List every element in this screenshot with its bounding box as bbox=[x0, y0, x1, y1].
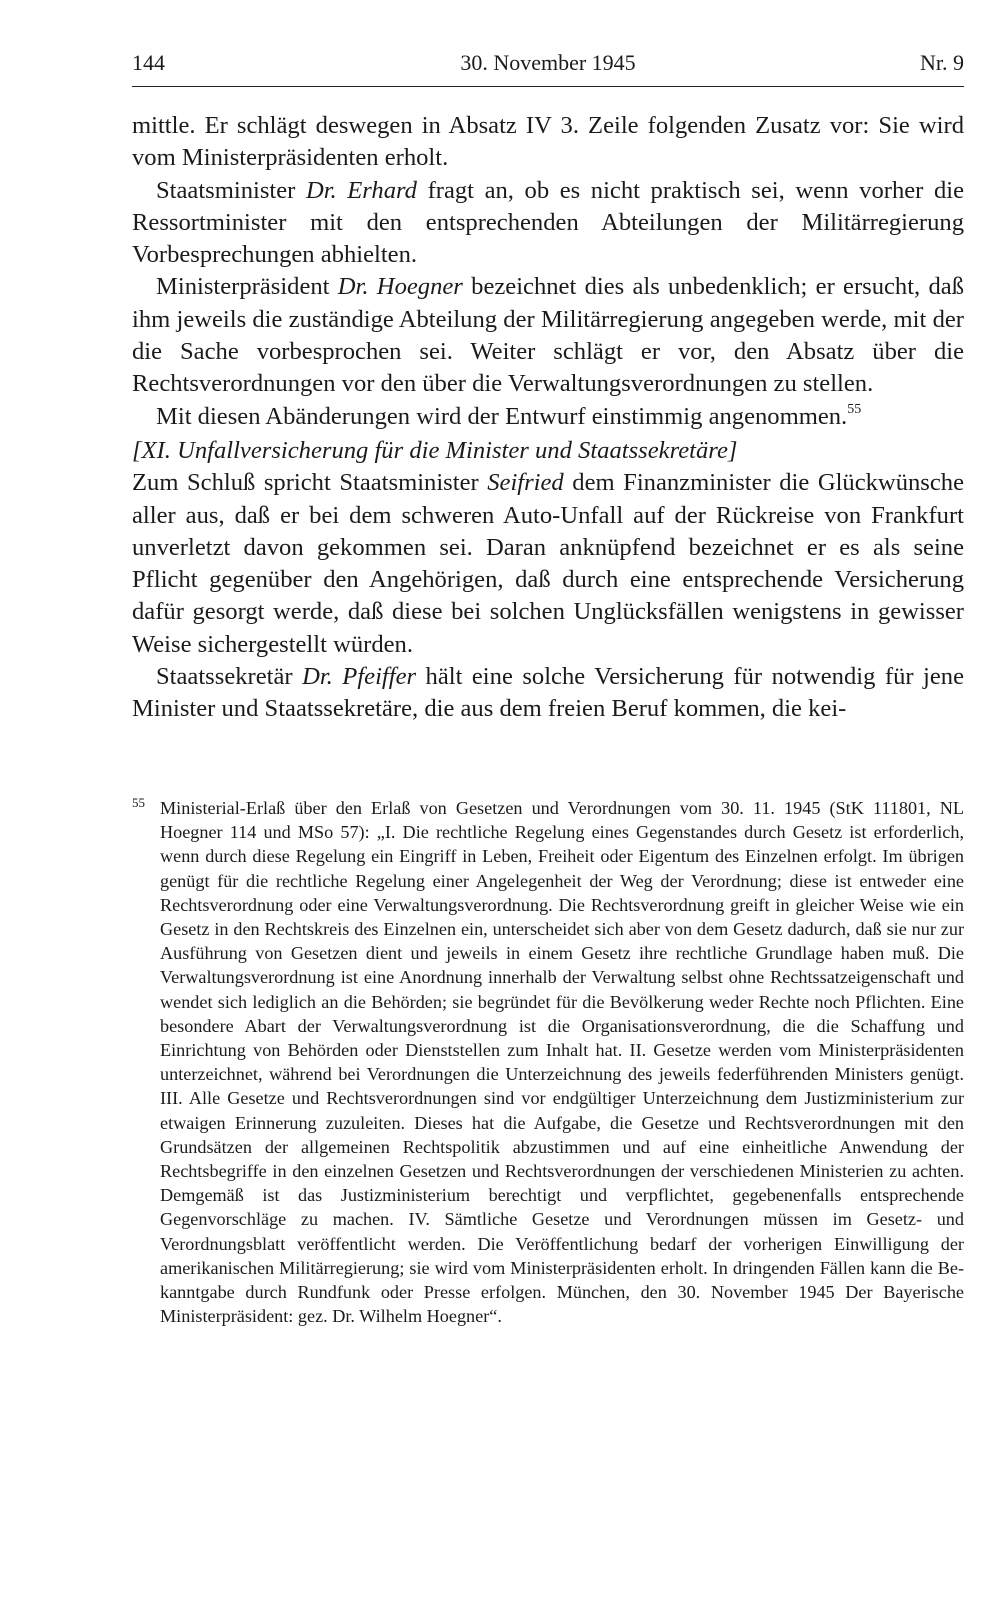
paragraph-4-text: Mit diesen Abänderungen wird der Entwurf einstimmig angenommen. bbox=[156, 402, 848, 430]
paragraph-3-text: bezeichnet dies als unbedenklich; er ersucht, daß ihm jeweils die zuständige Abteilung der Militärregierung angegeben werde, mit der die Sache vorbesprochen sei. Weiter schlägt er vor, den Absatz über die Rechtsverordnungen vor den über die Verwaltungsverordnungen zu stellen. bbox=[132, 273, 964, 398]
running-header bbox=[132, 46, 964, 87]
footnote-reference[interactable]: 55 bbox=[847, 401, 862, 417]
header-date: 30. November 1945 bbox=[460, 50, 636, 75]
speaker-erhard: Dr. Erhard bbox=[305, 176, 417, 204]
footnote-number: 55 bbox=[132, 795, 145, 810]
paragraph-6 bbox=[132, 661, 964, 726]
paragraph-6-text: hält eine solche Versicherung für notwendig für jene Minister und Staatssekretäre, die aus dem freien Beruf kommen, die kei- bbox=[132, 663, 964, 723]
paragraph-4 bbox=[132, 401, 964, 433]
paragraph-3-lead: Ministerpräsident bbox=[156, 273, 338, 301]
page-number: 144 bbox=[132, 50, 165, 75]
paragraph-2-lead: Staatsminister bbox=[156, 176, 306, 204]
paragraph-2 bbox=[132, 175, 964, 272]
paragraph-1: mittle. Er schlägt deswegen in Absatz IV 3. Zeile folgenden Zusatz vor: Sie wird vom Ministerpräsidenten erholt. bbox=[132, 112, 964, 172]
paragraph-5-lead: Zum Schluß spricht Staatsminister bbox=[132, 469, 488, 497]
paragraph-6-lead: Staatssekretär bbox=[156, 663, 303, 691]
footnote-text: Ministerial-Erlaß über den Erlaß von Gesetzen und Verordnungen vom 30. 11. 1945 (StK 111801, NL Hoegner 114 und MSo 57): „I. Die rechtliche Regelung eines Gegenstandes durch Gesetz ist erforderlich, wenn durch diese Regelung ein Eingriff in Leben, Freiheit oder Eigentum des Einzelnen erfolgt. Im übrigen genügt für die rechtliche Regelung einer Angelegenheit der Weg der Verordnung; diese ist entweder eine Rechtsverordnung oder eine Verwaltungsverordnung. Die Rechtsverordnung greift in gleicher Weise wie ein Gesetz in den Rechtskreis des Einzelnen ein, unterscheidet sich aber von dem Gesetz dadurch, daß sie nur zur Ausführung von Gesetzen dient und jeweils in einem Gesetz ihre rechtliche Grundlage haben muß. Die Verwaltungsverordnung ist eine Anordnung innerhalb der Verwaltung selbst ohne Rechtssatzeigenschaft und wendet sich lediglich an die Behörden; sie begründet für die Bevölkerung weder Rechte noch Pflichten. Eine besondere Abart der Verwaltungsverordnung ist die Organisationsverordnung, die die Schaffung und Einrichtung von Behörden oder Dienststellen zum Inhalt hat. II. Gesetze werden vom Ministerpräsidenten unterzeichnet, während bei Verordnungen die Unterzeichnung des jeweils federführenden Ministers genügt. III. Alle Gesetze und Rechtsverordnungen sind vor endgültiger Unterzeichnung dem Justizministerium zur etwaigen Erinnerung zuzuleiten. Dieses hat die Aufgabe, die Gesetze und Rechtsverordnungen mit den Grundsätzen der allgemeinen Rechtspolitik abzustimmen und auf eine einheitliche Anwendung der Rechtsbegriffe in den einzelnen Gesetzen und Rechtsverordnungen der verschiedenen Ministerien zu achten. Demgemäß ist das Justizministerium berechtigt und verpflichtet, gegebenenfalls entsprechende Gegenvorschläge zu machen. IV. Sämtliche Gesetze und Verordnungen müssen im Gesetz- und Verordnungsblatt veröffentlicht werden. Die Veröffentlichung bedarf der vorherigen Einwilligung der amerikanischen Militärregierung; sie wird vom Ministerpräsidenten erholt. In dringenden Fällen kann die Bekanntgabe durch Rundfunk oder Presse erfolgen. München, den 30. November 1945 Der Bayerische Ministerpräsident: gez. Dr. Wilhelm Hoegner“. bbox=[160, 798, 964, 1327]
speaker-seifried: Seifried bbox=[487, 469, 564, 497]
section-heading bbox=[132, 435, 964, 467]
speaker-pfeiffer: Dr. Pfeiffer bbox=[302, 663, 417, 691]
paragraph-5 bbox=[132, 467, 964, 661]
issue-number: Nr. 9 bbox=[920, 50, 964, 75]
footnote-55 bbox=[132, 796, 964, 1328]
paragraph-3 bbox=[132, 271, 964, 400]
paragraph-2-text: fragt an, ob es nicht praktisch sei, wenn vorher die Ressortminister mit den entsprechenden Abteilungen der Militärregierung Vorbesprechungen abhielten. bbox=[132, 176, 964, 269]
paragraph-5-text: dem Finanzminister die Glückwünsche aller aus, daß er bei dem schweren Auto-Unfall auf der Rückreise von Frankfurt unverletzt davon gekommen sei. Daran anknüpfend bezeichnet er es als seine Pflicht gegenüber den Angehörigen, daß durch eine entsprechende Versicherung dafür gesorgt werde, daß diese bei solchen Unglücksfällen wenigstens in gewisser Weise sichergestellt würden. bbox=[132, 469, 964, 658]
speaker-hoegner: Dr. Hoegner bbox=[337, 273, 463, 301]
section-heading-text: [XI. Unfallversicherung für die Minister und Staatssekretäre] bbox=[132, 436, 738, 464]
main-text bbox=[132, 110, 964, 726]
